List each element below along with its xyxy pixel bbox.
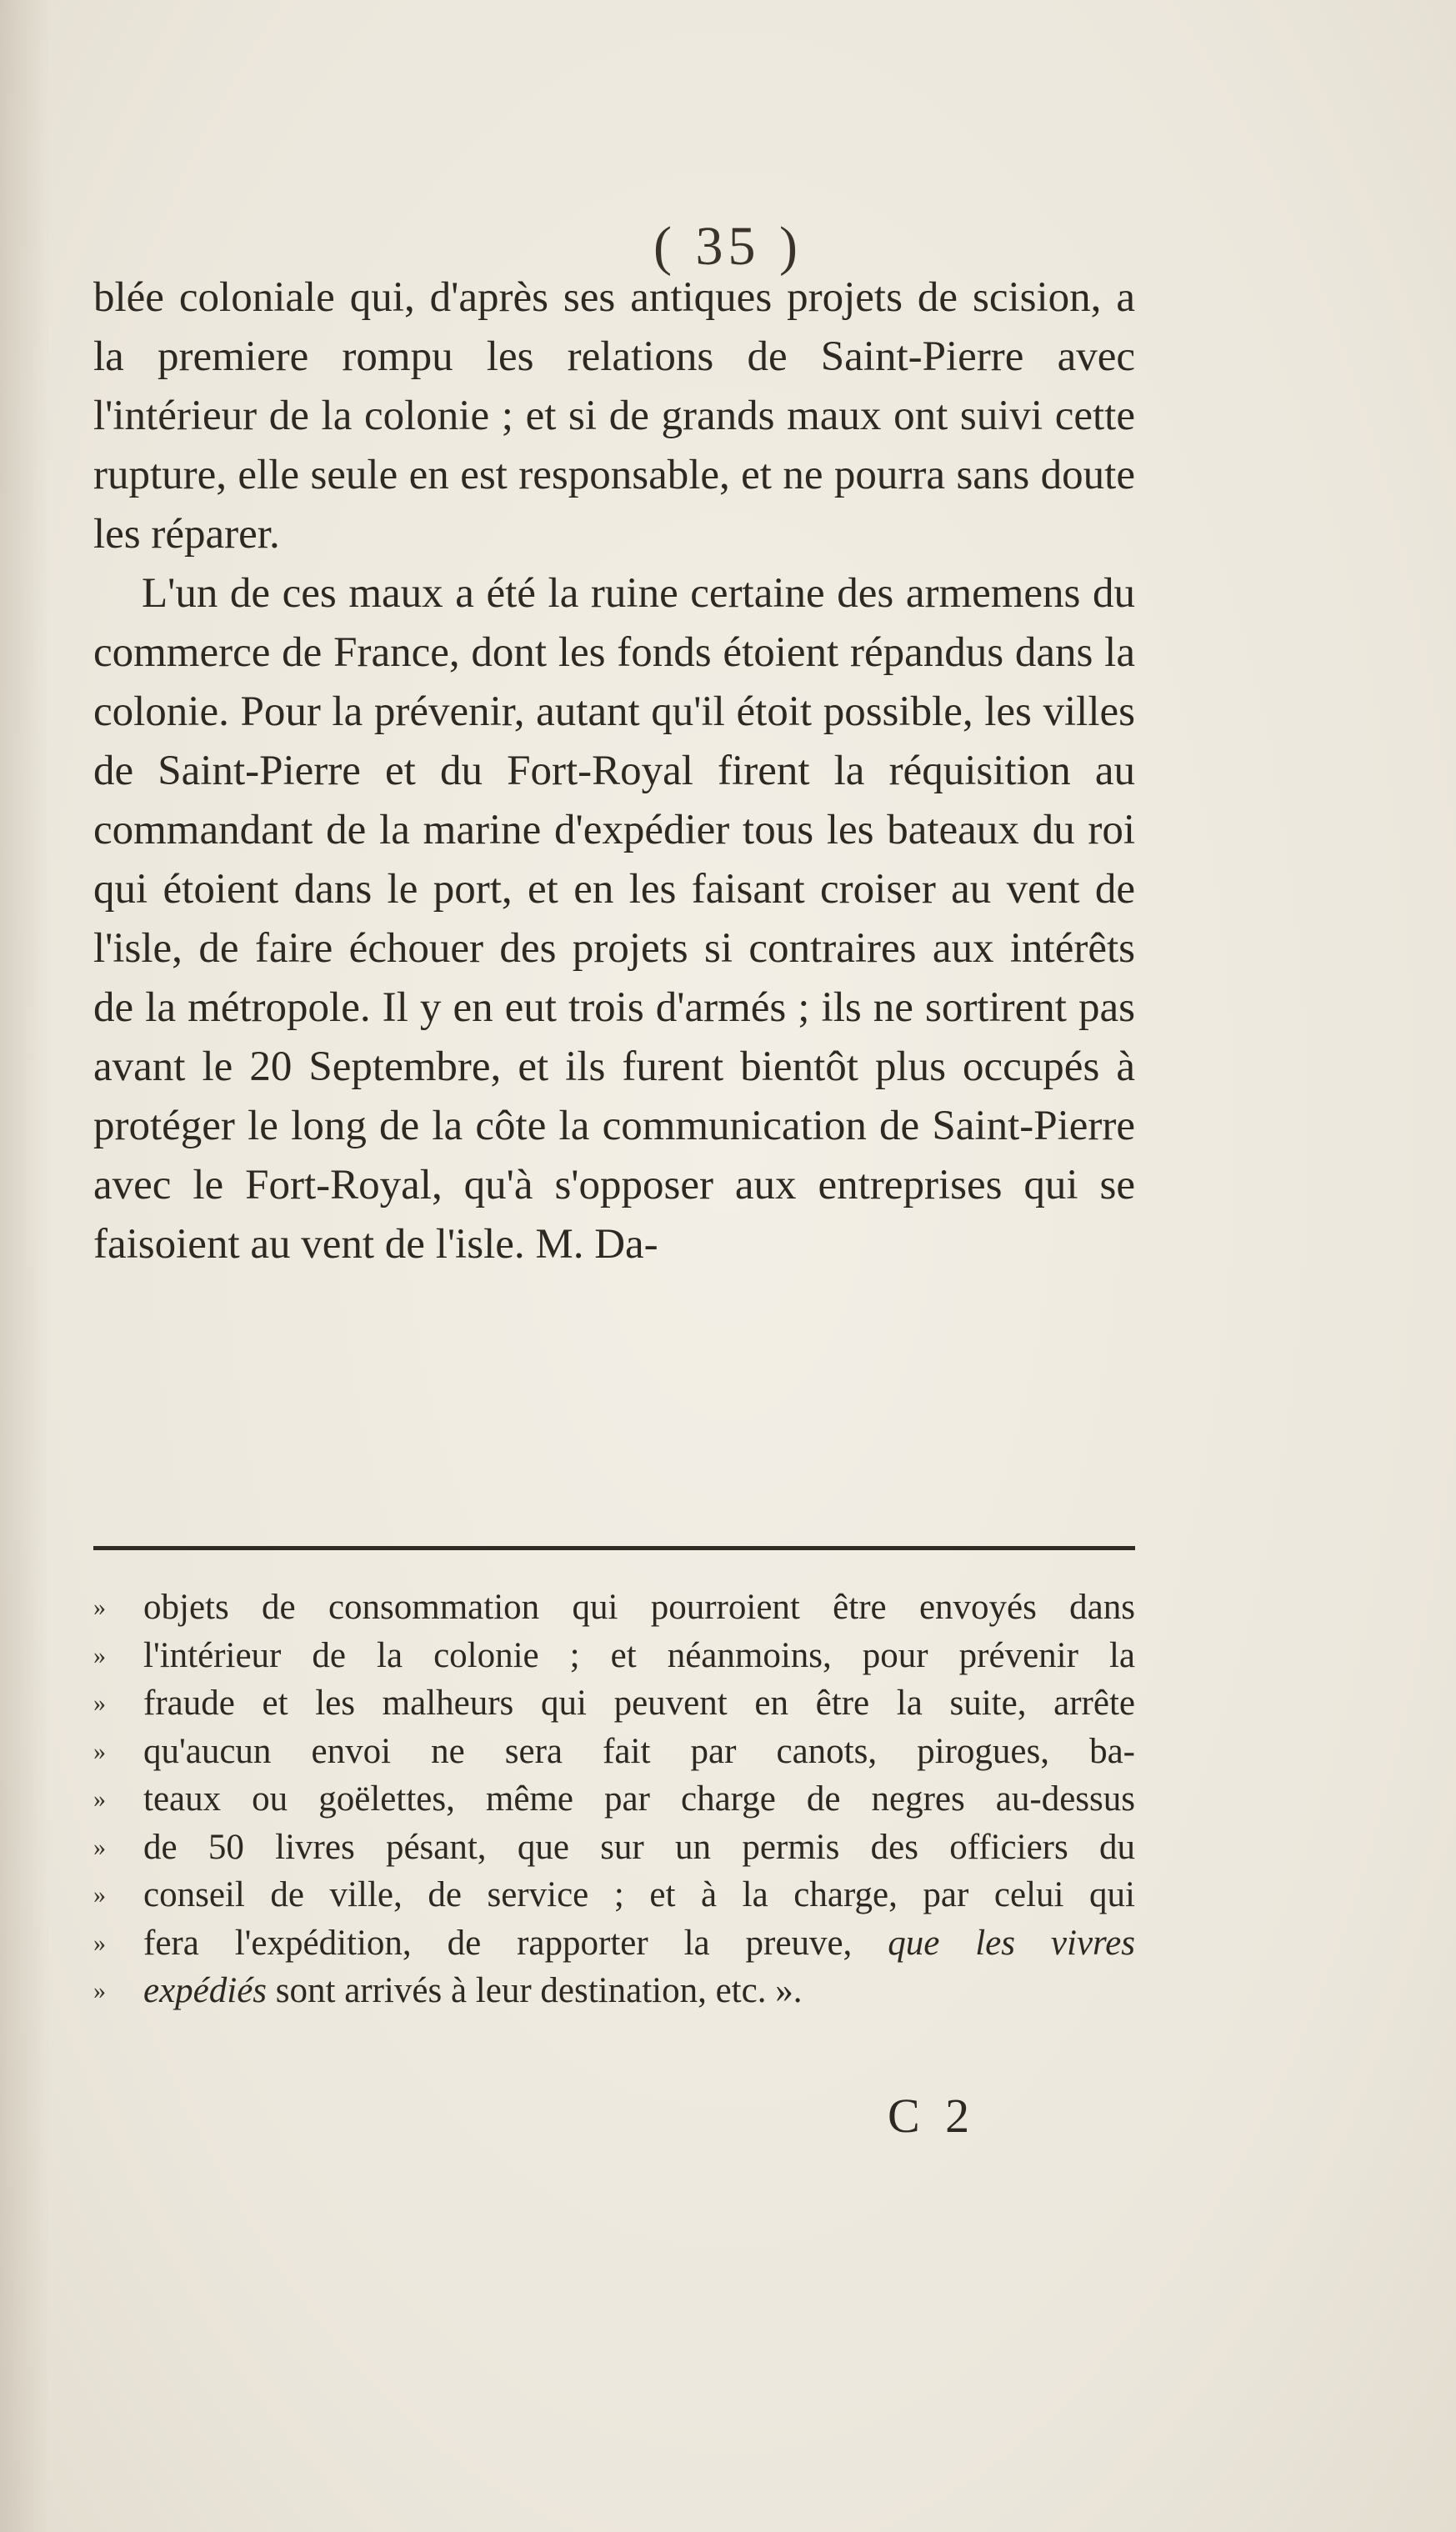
quote-mark: » bbox=[93, 1929, 106, 1957]
quote-mark: » bbox=[93, 1737, 106, 1765]
quote-mark: » bbox=[93, 1641, 106, 1669]
footnote-italic: expédiés bbox=[143, 1971, 268, 2010]
page-number: ( 35 ) bbox=[653, 216, 803, 277]
quote-mark: » bbox=[93, 1881, 106, 1909]
footnote-line: » objets de consommation qui pourroient être envoyés dans bbox=[93, 1584, 1135, 1632]
footnote-line: » teaux ou goëlettes, même par charge de negres au-dessus bbox=[93, 1775, 1135, 1824]
quote-mark: » bbox=[93, 1785, 106, 1813]
signature-mark: C 2 bbox=[888, 2089, 977, 2143]
quote-mark: » bbox=[93, 1594, 106, 1621]
spine-shadow bbox=[0, 0, 50, 2532]
footnote-line: » fera l'expédition, de rapporter la preuve, que les vivres bbox=[93, 1919, 1135, 1968]
quote-mark: » bbox=[93, 1977, 106, 2004]
quote-mark: » bbox=[93, 1689, 106, 1717]
footnote-line: » qu'aucun envoi ne sera fait par canots, pirogues, ba- bbox=[93, 1728, 1135, 1776]
footnote bbox=[93, 1584, 1135, 2015]
quote-mark: » bbox=[93, 1833, 106, 1861]
paragraph-maux: L'un de ces maux a été la ruine certaine des armemens du commerce de France, dont les fonds étoient répandus dans la colonie. Pour la prévenir, autant qu'il étoit possible, les villes de Saint-Pierre et du Fort-Royal firent la réquisition au commandant de la marine d'expédier tous les bateaux du roi qui étoient dans le port, et en les faisant croiser au vent de l'isle, de faire échouer des projets si contraires aux intérêts de la métropole. Il y en eut trois d'armés ; ils ne sortirent pas avant le 20 Septembre, et ils furent bientôt plus occupés à protéger le long de la côte la communication de Saint-Pierre avec le Fort-Royal, qu'à s'opposer aux entreprises qui se faisoient au vent de l'isle. M. Da- bbox=[93, 570, 1135, 1268]
footnote-italic: que les vivres bbox=[888, 1923, 1136, 1963]
footnote-line: » conseil de ville, de service ; et à la charge, par celui qui bbox=[93, 1871, 1135, 1919]
footnote-line: » l'intérieur de la colonie ; et néanmoins, pour prévenir la bbox=[93, 1632, 1135, 1680]
paragraph-continued: blée coloniale qui, d'après ses antiques projets de scision, a la premiere rompu les relations de Saint-Pierre avec l'intérieur de la colonie ; et si de grands maux ont suivi cette rupture, elle seule en est responsable, et ne pourra sans doute les réparer. bbox=[93, 274, 1135, 558]
main-text bbox=[93, 268, 1135, 1274]
footnote-rule bbox=[93, 1546, 1135, 1550]
footnote-line: » de 50 livres pésant, que sur un permis des officiers du bbox=[93, 1824, 1135, 1872]
footnote-line: » fraude et les malheurs qui peuvent en être la suite, arrête bbox=[93, 1679, 1135, 1728]
footnote-line: » expédiés sont arrivés à leur destination, etc. ». bbox=[93, 1967, 1135, 2015]
